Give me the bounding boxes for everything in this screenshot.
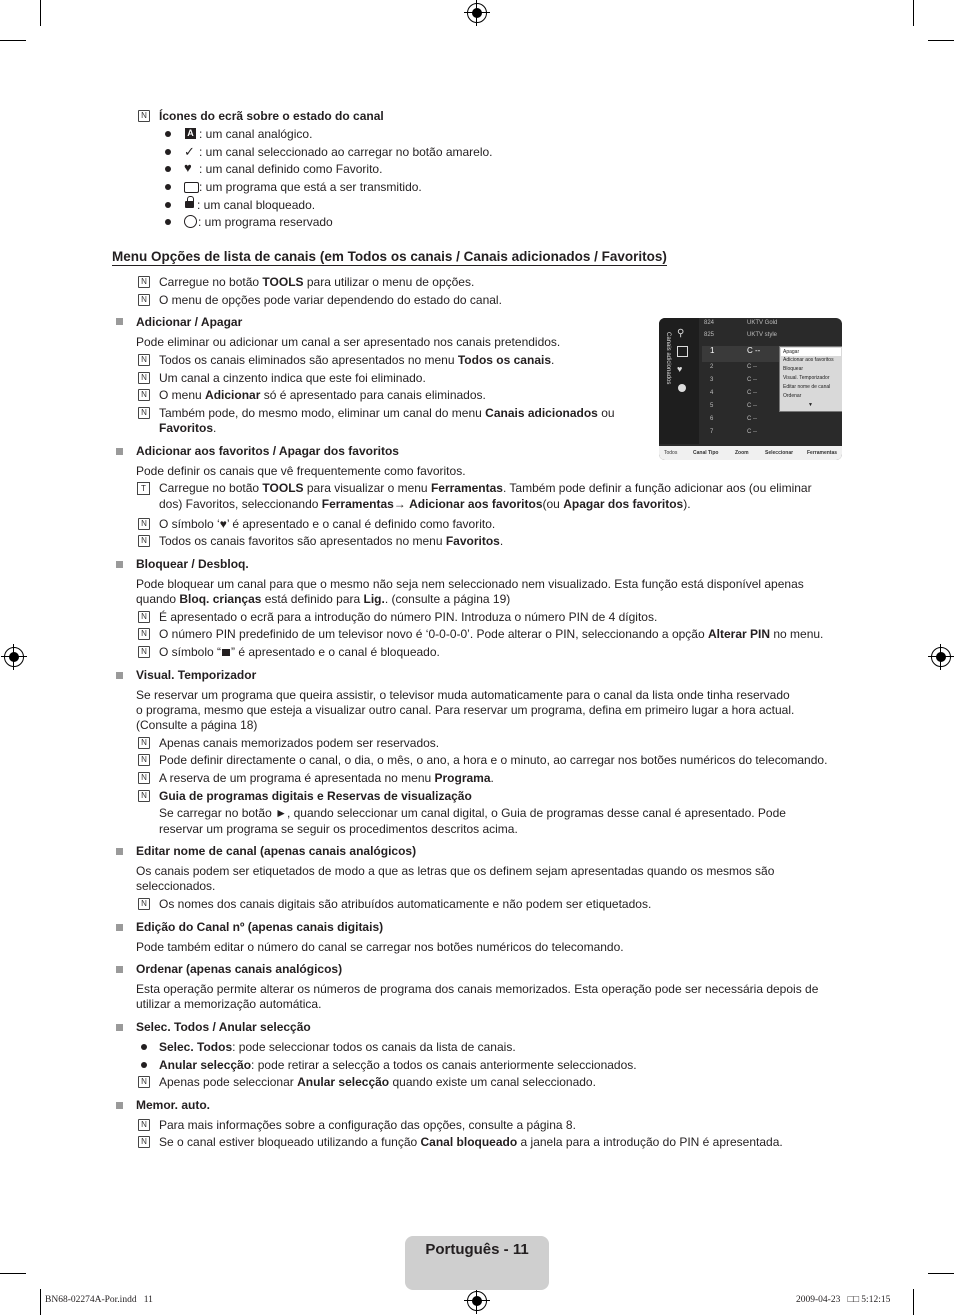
section-square-icon — [116, 448, 123, 455]
tv-footer-item: Zoom — [735, 450, 749, 456]
desc: (Consulte a página 18) — [136, 718, 258, 732]
tools-text: Carregue no botão TOOLS para visualizar o menu Ferramentas. Também pode definir a função adicionar aos (ou eliminar — [159, 481, 812, 495]
note-text: Pode definir directamente o canal, o dia, o mês, o ano, a hora e o minuto, ao carregar nos botões numéricos do telecomando. — [159, 753, 828, 767]
note-icon: N — [138, 772, 150, 784]
tv-broadcast-icon — [184, 182, 199, 193]
crop-mark — [40, 0, 41, 26]
note-text: O símbolo “ ” é apresentado e o canal é bloqueado. — [159, 645, 440, 659]
note-icon: N — [138, 276, 150, 288]
bullet-text: Anular selecção: pode retirar a selecção a todos os canais anteriormente seleccionados. — [159, 1058, 637, 1072]
note-icon: N — [138, 754, 150, 766]
subsection-title: Adicionar aos favoritos / Apagar dos favoritos — [136, 444, 399, 458]
heart-icon: ♥ — [219, 517, 227, 531]
footer-date: 2009-04-23 □□ 5:12:15 — [796, 1295, 891, 1305]
analog-channel-icon: A — [185, 128, 196, 139]
section-square-icon — [116, 1102, 123, 1109]
icon-desc: : um programa reservado — [198, 215, 333, 229]
desc: Se reservar um programa que queira assistir, o televisor muda automaticamente para o canal da lista onde tinha reservado — [136, 688, 790, 702]
footer-file: BN68-02274A-Por.indd 11 — [45, 1295, 153, 1305]
tv-row: 824 UKTV Gold — [704, 320, 778, 326]
lock-icon — [222, 649, 230, 656]
bullet — [165, 184, 171, 190]
bullet — [141, 1044, 147, 1050]
tv-footer — [659, 446, 842, 460]
desc: Pode eliminar ou adicionar um canal a ser apresentado nos canais pretendidos. — [136, 335, 561, 349]
desc: utilizar a memorização automática. — [136, 997, 322, 1011]
note-icon: N — [138, 110, 150, 122]
tools-text: dos) Favoritos, seleccionando Ferramentas→ Adicionar aos favoritos(ou Apagar dos favoritos). — [159, 497, 691, 511]
section-square-icon — [116, 672, 123, 679]
note-text: Guia de programas digitais e Reservas de visualização — [159, 789, 472, 803]
note-text: O menu Adicionar só é apresentado para canais eliminados. — [159, 388, 486, 402]
registration-mark-icon — [467, 1291, 487, 1311]
programmed-icon — [678, 384, 686, 392]
note-icon: N — [138, 790, 150, 802]
tv-row: 3 C -- — [710, 377, 757, 383]
note-text: Apenas pode seleccionar Anular selecção quando existe um canal seleccionado. — [159, 1075, 596, 1089]
note-desc: reservar um programa se seguir os procedimentos descritos acima. — [159, 822, 518, 836]
tv-options-menu — [779, 346, 842, 412]
subsection-title: Visual. Temporizador — [136, 668, 257, 682]
desc: Os canais podem ser etiquetados de modo a que as letras que os definem sejam apresentadas quando os mesmos são — [136, 864, 775, 878]
bullet — [165, 166, 171, 172]
note-text: Apenas canais memorizados podem ser reservados. — [159, 736, 440, 750]
tv-side-label: Canais adicionados — [665, 332, 671, 385]
desc: Pode também editar o número do canal se carregar nos botões numéricos do telecomando. — [136, 940, 624, 954]
menu-heading: Menu Opções de lista de canais (em Todos os canais / Canais adicionados / Favoritos) — [112, 249, 667, 264]
tv-menu-item: Apagar — [781, 348, 841, 356]
added-channels-icon — [677, 346, 688, 357]
crop-mark — [928, 40, 954, 41]
desc: Esta operação permite alterar os números de programa dos canais memorizados. Esta operação pode ser necessária depois de — [136, 982, 819, 996]
tv-row: 825 UKTV style — [704, 332, 778, 338]
desc: quando Bloq. crianças está definido para Lig.. (consulte a página 19) — [136, 592, 511, 606]
note-icon: N — [138, 611, 150, 623]
icon-desc: : um programa que está a ser transmitido. — [199, 180, 422, 194]
note-text: O menu de opções pode variar dependendo do estado do canal. — [159, 293, 502, 307]
registration-mark-icon — [467, 3, 487, 23]
tv-row: 7 C -- — [710, 429, 757, 435]
crop-mark — [913, 0, 914, 26]
note-desc: Se carregar no botão ►, quando seleccionar um canal digital, o Guia de programas desse canal é apresentado. Pode — [159, 806, 786, 820]
note-text: Favoritos. — [159, 421, 217, 435]
section-square-icon — [116, 1024, 123, 1031]
check-icon: ✓ — [184, 144, 195, 159]
note-text: É apresentado o ecrã para a introdução do número PIN. Introduza o número PIN de 4 dígitos. — [159, 610, 658, 624]
note-text: Um canal a cinzento indica que este foi eliminado. — [159, 371, 426, 385]
tv-menu-item: Editar nome de canal — [783, 384, 831, 390]
note-text: Todos os canais favoritos são apresentados no menu Favoritos. — [159, 534, 504, 548]
note-text: Os nomes dos canais digitais são atribuídos automaticamente e não podem ser etiquetados. — [159, 897, 652, 911]
note-icon: N — [138, 535, 150, 547]
subsection-title: Ordenar (apenas canais analógicos) — [136, 962, 343, 976]
note-icon: N — [138, 294, 150, 306]
note-text: Carregue no botão TOOLS para utilizar o menu de opções. — [159, 275, 475, 289]
bullet — [165, 149, 171, 155]
note-icon: N — [138, 372, 150, 384]
icon-desc: : um canal definido como Favorito. — [199, 162, 383, 176]
subsection-title: Editar nome de canal (apenas canais analógicos) — [136, 844, 417, 858]
tv-menu-item: Ordenar — [783, 393, 802, 399]
subsection-title: Bloquear / Desbloq. — [136, 557, 249, 571]
note-icon: N — [138, 898, 150, 910]
section-heading: Ícones do ecrã sobre o estado do canal — [159, 109, 384, 123]
bullet — [165, 219, 171, 225]
note-icon: N — [138, 1136, 150, 1148]
registration-mark-icon — [4, 647, 24, 667]
page-label: Português - 11 — [425, 1241, 529, 1258]
section-square-icon — [116, 848, 123, 855]
section-square-icon — [116, 924, 123, 931]
note-icon: N — [138, 737, 150, 749]
note-icon: N — [138, 407, 150, 419]
tv-footer-item: Seleccionar — [765, 450, 794, 456]
note-text: A reserva de um programa é apresentada no menu Programa. — [159, 771, 494, 785]
desc: o programa, mesmo que esteja a visualizar outro canal. Para reservar um programa, defina em primeiro lugar a hora actual. — [136, 703, 795, 717]
clock-icon — [184, 215, 197, 228]
favorite-icon: ♥ — [677, 364, 683, 374]
antenna-icon: ⚲ — [677, 328, 685, 339]
bullet — [141, 1062, 147, 1068]
tv-menu-item: Visual. Temporizador — [783, 375, 830, 381]
note-icon: N — [138, 389, 150, 401]
down-arrow-icon: ▼ — [808, 402, 813, 408]
crop-mark — [40, 1289, 41, 1315]
tv-row: 5 C -- — [710, 403, 757, 409]
subsection-title: Memor. auto. — [136, 1098, 211, 1112]
note-icon: N — [138, 1119, 150, 1131]
note-icon: N — [138, 646, 150, 658]
tv-menu-item: Bloquear — [783, 366, 804, 372]
note-text: Para mais informações sobre a configuração das opções, consulte a página 8. — [159, 1118, 576, 1132]
tools-icon: T — [137, 482, 150, 495]
note-text: O número PIN predefinido de um televisor novo é ‘0-0-0-0’. Pode alterar o PIN, seleccionando a opção Alterar PIN no menu. — [159, 627, 824, 641]
tv-channel-list-screenshot — [659, 318, 842, 460]
note-icon: N — [138, 354, 150, 366]
crop-mark — [0, 1273, 26, 1274]
section-square-icon — [116, 318, 123, 325]
heart-icon: ♥ — [184, 160, 192, 175]
note-text: Se o canal estiver bloqueado utilizando a função Canal bloqueado a janela para a introdução do PIN é apresentada. — [159, 1135, 783, 1149]
icon-desc: : um canal analógico. — [199, 127, 313, 141]
tv-row: 6 C -- — [710, 416, 757, 422]
tv-menu-item: Adicionar aos favoritos — [783, 357, 834, 363]
section-square-icon — [116, 966, 123, 973]
desc: Pode bloquear um canal para que o mesmo não seja nem seleccionado nem visualizado. Esta função está disponível apenas — [136, 577, 804, 591]
note-text: O símbolo ‘♥’ é apresentado e o canal é definido como favorito. — [159, 517, 496, 531]
tv-footer-item: Todos — [664, 450, 678, 456]
registration-mark-icon — [931, 647, 951, 667]
tv-footer-item: Ferramentas — [807, 450, 838, 456]
crop-mark — [928, 1273, 954, 1274]
lock-shackle — [187, 196, 194, 203]
note-text: Todos os canais eliminados são apresentados no menu Todos os canais. — [159, 353, 555, 367]
icon-desc: : um canal seleccionado ao carregar no botão amarelo. — [199, 145, 493, 159]
crop-mark — [913, 1289, 914, 1315]
tv-row: 4 C -- — [710, 390, 757, 396]
note-text: Também pode, do mesmo modo, eliminar um canal do menu Canais adicionados ou — [159, 406, 615, 420]
tv-footer-item: Canal Tipo — [693, 450, 719, 456]
note-icon: N — [138, 628, 150, 640]
subsection-title: Adicionar / Apagar — [136, 315, 243, 329]
icon-desc: : um canal bloqueado. — [197, 198, 316, 212]
crop-mark — [0, 40, 26, 41]
bullet — [165, 202, 171, 208]
bullet — [165, 131, 171, 137]
bullet-text: Selec. Todos: pode seleccionar todos os canais da lista de canais. — [159, 1040, 516, 1054]
tv-current-row: 1 C -- — [702, 346, 787, 362]
desc: Pode definir os canais que vê frequentemente como favoritos. — [136, 464, 466, 478]
note-icon: N — [138, 1076, 150, 1088]
desc: seleccionados. — [136, 879, 216, 893]
note-icon: N — [138, 518, 150, 530]
subsection-title: Edição do Canal nº (apenas canais digitais) — [136, 920, 384, 934]
section-square-icon — [116, 561, 123, 568]
tv-row: 2 C -- — [710, 364, 757, 370]
subsection-title: Selec. Todos / Anular selecção — [136, 1020, 311, 1034]
